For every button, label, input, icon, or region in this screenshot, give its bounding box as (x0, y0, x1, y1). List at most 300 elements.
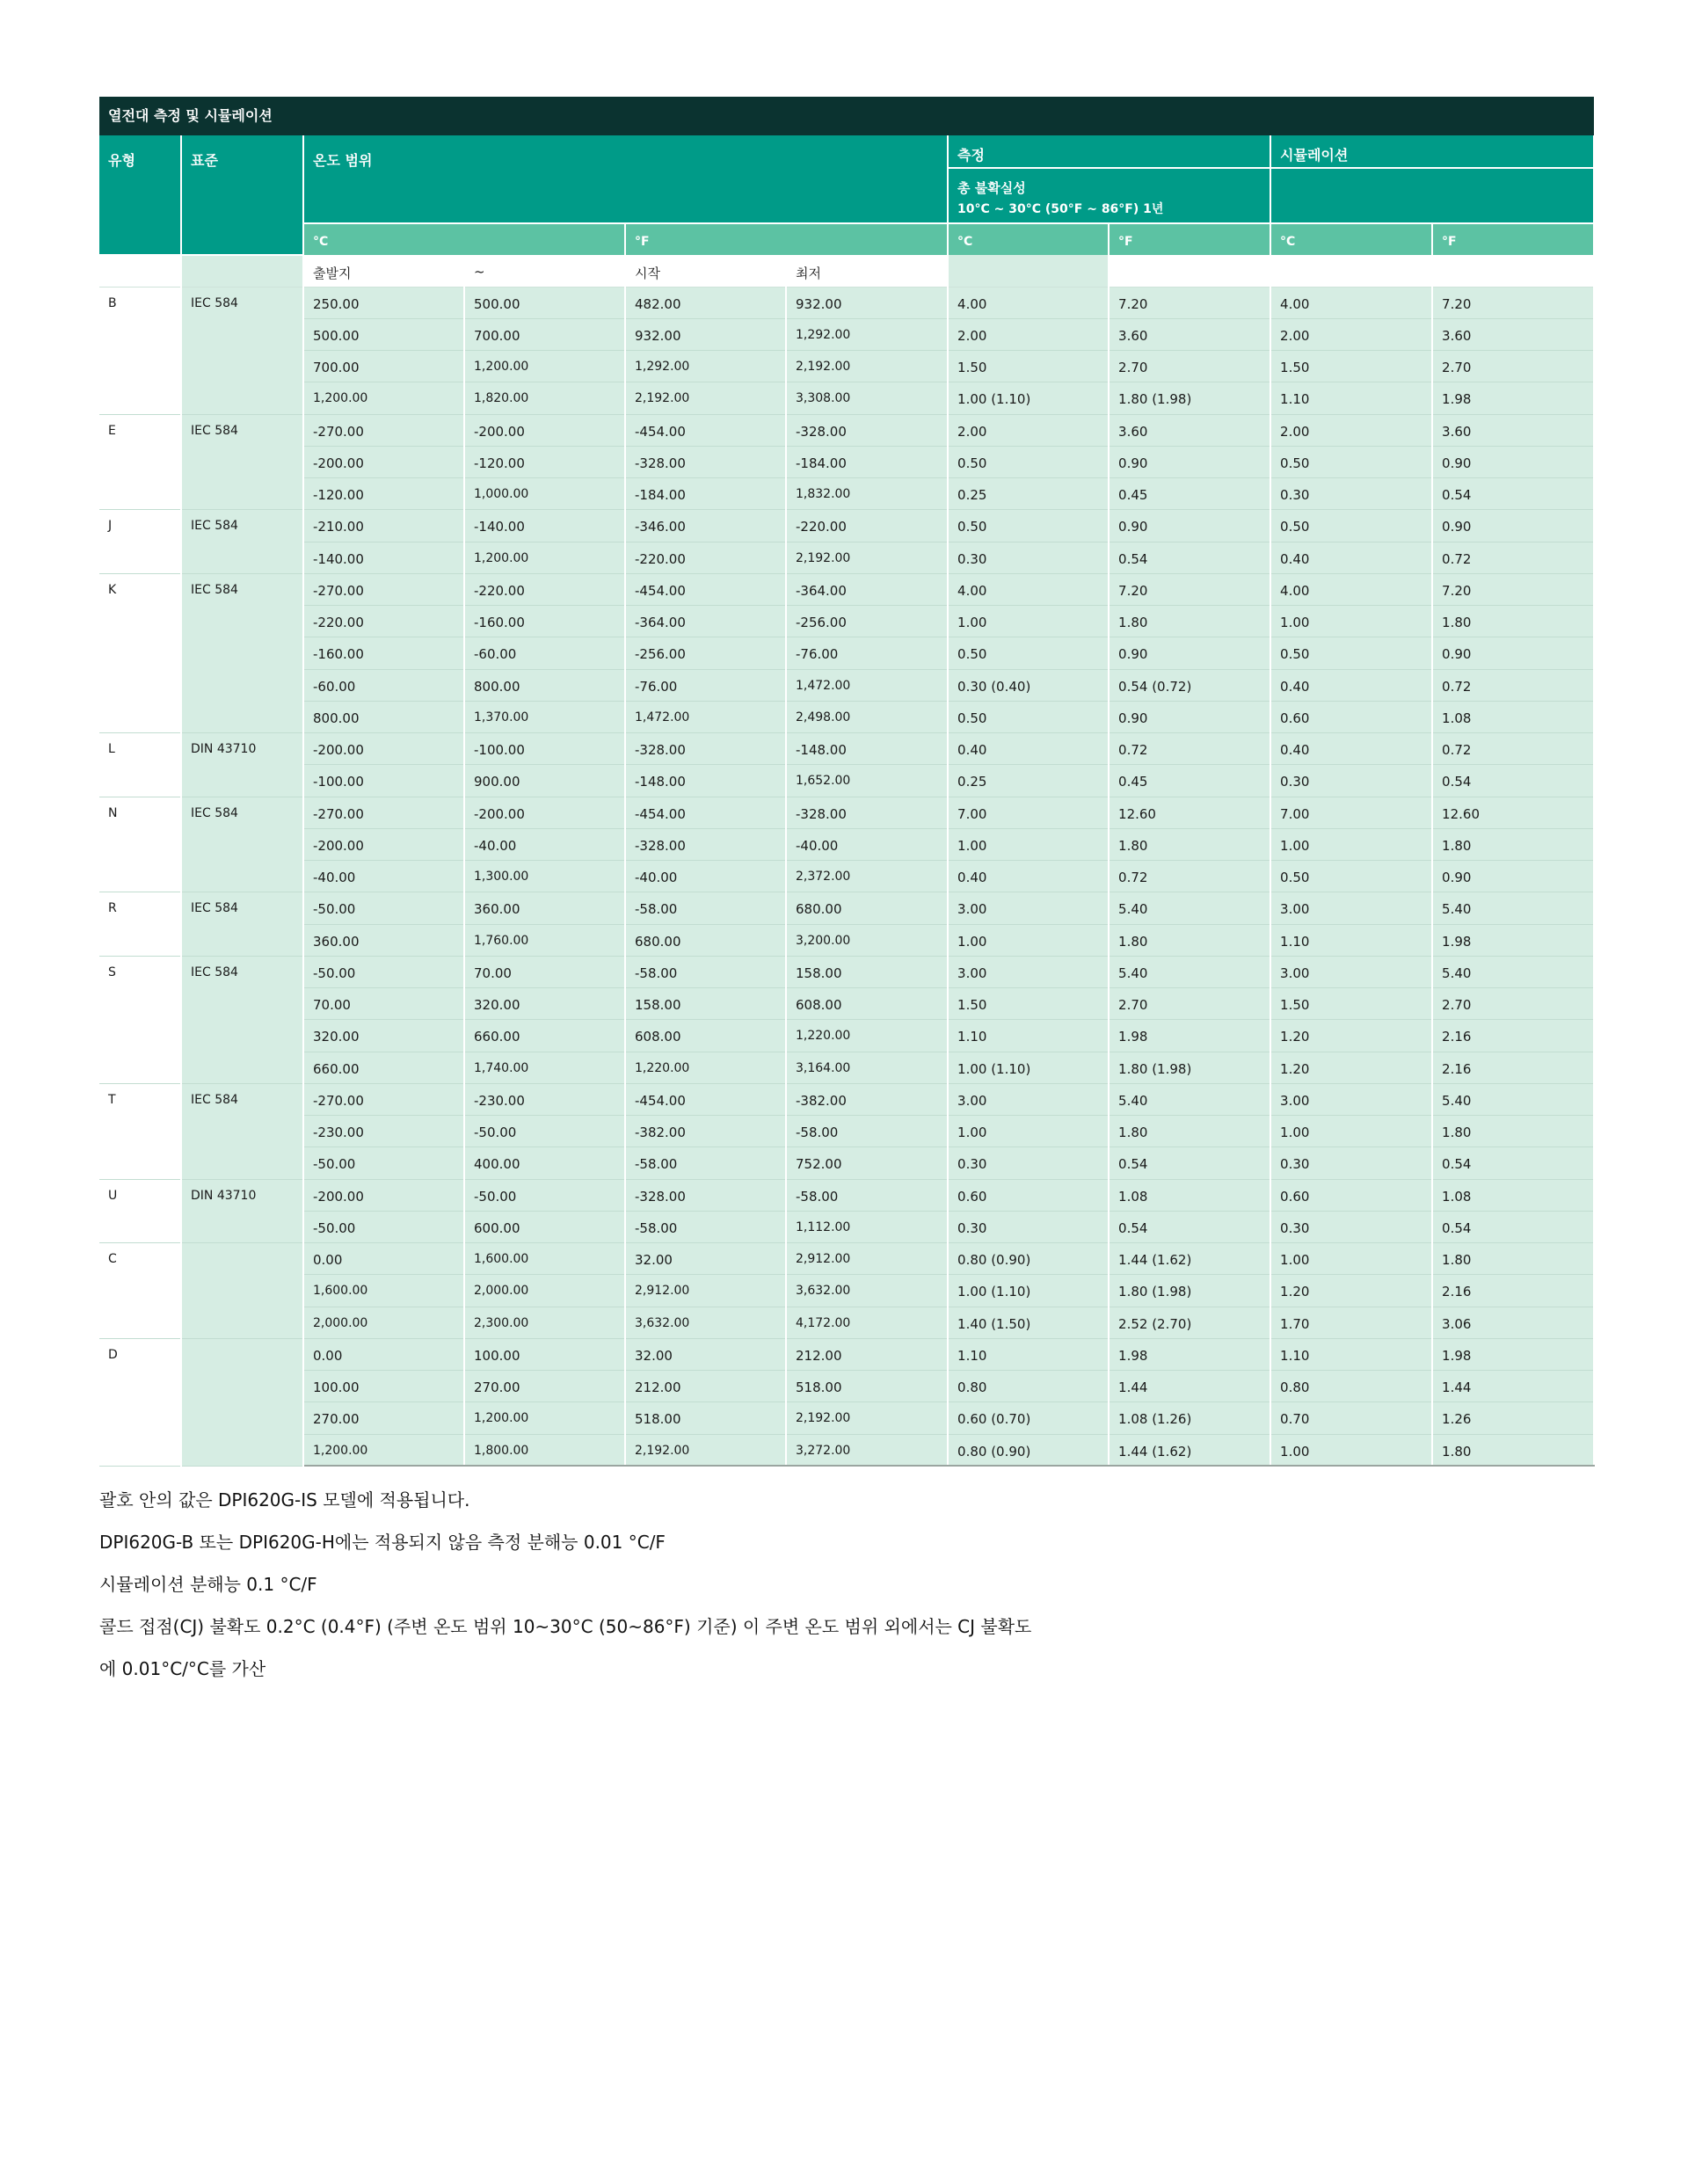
table-cell: 1.50 (1270, 988, 1432, 1020)
table-cell: 608.00 (625, 1020, 786, 1052)
table-cell: 0.30 (948, 1147, 1109, 1179)
subheader-type-blank (99, 255, 181, 287)
header-simulation: 시뮬레이션 (1270, 135, 1594, 168)
header-range-unit-f: °F (625, 223, 948, 255)
table-cell: -220.00 (625, 542, 786, 573)
table-cell: 1.98 (1109, 1020, 1270, 1052)
table-cell: 5.40 (1109, 1083, 1270, 1115)
table-cell: 1.00 (948, 924, 1109, 956)
table-cell: 1.00 (1270, 606, 1432, 637)
table-cell: 0.90 (1109, 446, 1270, 477)
cell-type: D (99, 1338, 181, 1466)
table-row (99, 828, 1594, 860)
table-cell: 1.00 (1270, 1116, 1432, 1147)
table-cell: 3.60 (1109, 318, 1270, 350)
table-cell: 0.60 (1270, 701, 1432, 732)
table-cell: 1.10 (948, 1020, 1109, 1052)
table-cell: 700.00 (303, 351, 464, 382)
table-cell: 0.60 (0.70) (948, 1402, 1109, 1434)
table-cell: 5.40 (1432, 956, 1594, 987)
table-cell: 1.00 (1270, 828, 1432, 860)
table-cell: -120.00 (464, 446, 625, 477)
cell-standard: IEC 584 (181, 1083, 303, 1179)
table-cell: 100.00 (464, 1338, 625, 1370)
cell-type: B (99, 287, 181, 414)
uncertainty-condition: 10°C ~ 30°C (50°F ~ 86°F) 1년 (957, 202, 1164, 216)
cell-type: C (99, 1243, 181, 1339)
table-cell: 1.98 (1432, 382, 1594, 414)
header-range-unit-c: °C (303, 223, 625, 255)
table-cell: 12.60 (1109, 797, 1270, 828)
table-cell: -328.00 (625, 1179, 786, 1211)
header-meas-unit-c: °C (948, 223, 1109, 255)
table-cell: -364.00 (786, 573, 948, 605)
header-simulation-blank (1270, 168, 1594, 223)
table-cell: -40.00 (786, 828, 948, 860)
cell-standard: IEC 584 (181, 287, 303, 414)
table-row (99, 446, 1594, 477)
table-cell: 900.00 (464, 765, 625, 797)
table-cell: -256.00 (786, 606, 948, 637)
table-cell: -58.00 (625, 956, 786, 987)
table-cell: 1.44 (1109, 1371, 1270, 1402)
table-cell: 1.70 (1270, 1307, 1432, 1338)
table-cell: 2,912.00 (786, 1243, 948, 1275)
table-row (99, 510, 1594, 542)
table-cell: -50.00 (303, 1147, 464, 1179)
table-cell: 2.16 (1432, 1020, 1594, 1052)
table-cell: 1.26 (1432, 1402, 1594, 1434)
table-cell: 2.70 (1432, 351, 1594, 382)
table-cell: 482.00 (625, 287, 786, 318)
table-cell: 5.40 (1109, 892, 1270, 924)
table-row (99, 669, 1594, 701)
table-cell: 0.40 (948, 861, 1109, 892)
table-cell: -256.00 (625, 637, 786, 669)
table-cell: -40.00 (464, 828, 625, 860)
table-cell: -328.00 (786, 414, 948, 446)
table-cell: 2,000.00 (303, 1307, 464, 1338)
table-cell: -58.00 (786, 1179, 948, 1211)
table-cell: 1.00 (1270, 1434, 1432, 1466)
table-cell: -200.00 (303, 1179, 464, 1211)
table-cell: 1,370.00 (464, 701, 625, 732)
cell-type: J (99, 510, 181, 574)
table-cell: 1.50 (948, 351, 1109, 382)
cell-standard: DIN 43710 (181, 733, 303, 797)
table-cell: 4.00 (1270, 287, 1432, 318)
table-cell: 1,472.00 (625, 701, 786, 732)
table-cell: 660.00 (303, 1052, 464, 1083)
table-cell: 7.00 (948, 797, 1109, 828)
total-uncertainty-label: 총 불확실성 (957, 180, 1026, 196)
table-cell: -230.00 (303, 1116, 464, 1147)
table-cell: 3,632.00 (625, 1307, 786, 1338)
table-cell: -454.00 (625, 1083, 786, 1115)
table-cell: 2.00 (1270, 414, 1432, 446)
table-body (99, 287, 1594, 1466)
table-cell: 1,000.00 (464, 478, 625, 510)
table-cell: 320.00 (464, 988, 625, 1020)
table-cell: 0.50 (948, 637, 1109, 669)
table-cell: 1,740.00 (464, 1052, 625, 1083)
table-cell: -454.00 (625, 414, 786, 446)
subheader-blank (1432, 255, 1594, 287)
table-cell: 2,192.00 (625, 1434, 786, 1466)
table-cell: 0.80 (0.90) (948, 1434, 1109, 1466)
table-cell: 518.00 (786, 1371, 948, 1402)
table-cell: 0.45 (1109, 478, 1270, 510)
table-cell: 1,200.00 (464, 351, 625, 382)
table-cell: -200.00 (464, 797, 625, 828)
table-cell: 1.80 (1.98) (1109, 1275, 1270, 1307)
table-row (99, 1371, 1594, 1402)
table-cell: 800.00 (464, 669, 625, 701)
table-cell: 0.54 (1432, 478, 1594, 510)
table-cell: -210.00 (303, 510, 464, 542)
table-cell: 4,172.00 (786, 1307, 948, 1338)
table-cell: 1,600.00 (303, 1275, 464, 1307)
table-cell: 2,192.00 (786, 351, 948, 382)
table-row (99, 956, 1594, 987)
table-cell: 0.50 (1270, 510, 1432, 542)
table-cell: 0.40 (1270, 542, 1432, 573)
table-cell: 1.50 (1270, 351, 1432, 382)
table-cell: 0.00 (303, 1243, 464, 1275)
header-meas-unit-f: °F (1109, 223, 1270, 255)
table-cell: 680.00 (625, 924, 786, 956)
table-cell: 360.00 (303, 924, 464, 956)
table-cell: 3,200.00 (786, 924, 948, 956)
header-sim-unit-f: °F (1432, 223, 1594, 255)
table-cell: -40.00 (625, 861, 786, 892)
table-cell: 0.30 (948, 1211, 1109, 1242)
table-cell: 0.90 (1109, 701, 1270, 732)
table-row (99, 573, 1594, 605)
cell-type: L (99, 733, 181, 797)
table-cell: 1,292.00 (786, 318, 948, 350)
table-cell: 1.80 (1109, 828, 1270, 860)
table-cell: -58.00 (786, 1116, 948, 1147)
table-cell: 2,192.00 (625, 382, 786, 414)
table-cell: 1.98 (1432, 924, 1594, 956)
table-cell: 1,832.00 (786, 478, 948, 510)
table-cell: 1,800.00 (464, 1434, 625, 1466)
footnote: 에 0.01°C/°C를 가산 (99, 1658, 266, 1679)
table-row (99, 861, 1594, 892)
table-cell: 0.90 (1432, 510, 1594, 542)
table-cell: 0.80 (0.90) (948, 1243, 1109, 1275)
table-cell: -50.00 (464, 1179, 625, 1211)
cell-type: S (99, 956, 181, 1083)
table-cell: -270.00 (303, 1083, 464, 1115)
table-cell: 0.90 (1109, 510, 1270, 542)
table-cell: 3.06 (1432, 1307, 1594, 1338)
table-cell: 1.10 (1270, 1338, 1432, 1370)
table-cell: 500.00 (303, 318, 464, 350)
table-cell: 1.20 (1270, 1275, 1432, 1307)
table-cell: 2,192.00 (786, 542, 948, 573)
subheader-standard-blank (181, 255, 303, 287)
table-cell: 1.10 (1270, 382, 1432, 414)
table-cell: 1.08 (1109, 1179, 1270, 1211)
table-cell: 0.54 (0.72) (1109, 669, 1270, 701)
table-cell: 1,112.00 (786, 1211, 948, 1242)
table-cell: 158.00 (625, 988, 786, 1020)
table-cell: 752.00 (786, 1147, 948, 1179)
table-cell: 1,472.00 (786, 669, 948, 701)
table-cell: -40.00 (303, 861, 464, 892)
table-cell: 1,600.00 (464, 1243, 625, 1275)
table-cell: -270.00 (303, 573, 464, 605)
subheader-to-c: ~ (464, 255, 625, 287)
subheader-to-f: 최저 (786, 255, 948, 287)
table-cell: 2.52 (2.70) (1109, 1307, 1270, 1338)
cell-type: E (99, 414, 181, 510)
table-row (99, 701, 1594, 732)
footnote: DPI620G-B 또는 DPI620G-H에는 적용되지 않음 측정 분해능 0.01 °C/F (99, 1532, 666, 1553)
cell-type: R (99, 892, 181, 957)
table-cell: 518.00 (625, 1402, 786, 1434)
table-cell: 0.80 (948, 1371, 1109, 1402)
table-cell: 1.00 (1.10) (948, 1052, 1109, 1083)
table-cell: 70.00 (464, 956, 625, 987)
table-row (99, 1434, 1594, 1466)
header-temp-range: 온도 범위 (303, 135, 948, 223)
table-cell: 2,372.00 (786, 861, 948, 892)
table-cell: 0.60 (948, 1179, 1109, 1211)
table-cell: 0.54 (1432, 1147, 1594, 1179)
table-cell: 0.54 (1109, 1211, 1270, 1242)
table-cell: 1,200.00 (303, 1434, 464, 1466)
table-cell: 3.00 (948, 956, 1109, 987)
table-cell: 1.80 (1109, 1116, 1270, 1147)
header-sim-unit-c: °C (1270, 223, 1432, 255)
table-cell: 1.10 (1270, 924, 1432, 956)
table-row (99, 765, 1594, 797)
footnote: 시뮬레이션 분해능 0.1 °C/F (99, 1574, 317, 1595)
table-cell: 270.00 (303, 1402, 464, 1434)
table-cell: 800.00 (303, 701, 464, 732)
table-cell: 0.72 (1109, 733, 1270, 765)
cell-standard: IEC 584 (181, 414, 303, 510)
table-cell: 400.00 (464, 1147, 625, 1179)
table-cell: 0.90 (1432, 446, 1594, 477)
table-cell: 1,760.00 (464, 924, 625, 956)
table-cell: 0.54 (1432, 1211, 1594, 1242)
table-cell: 0.60 (1270, 1179, 1432, 1211)
header-type: 유형 (99, 135, 181, 255)
table-cell: 1,220.00 (625, 1052, 786, 1083)
table-cell: -50.00 (303, 1211, 464, 1242)
table-cell: -220.00 (464, 573, 625, 605)
table-row (99, 1402, 1594, 1434)
table-cell: -220.00 (786, 510, 948, 542)
table-cell: -200.00 (464, 414, 625, 446)
table-cell: 0.72 (1432, 733, 1594, 765)
table-cell: -364.00 (625, 606, 786, 637)
table-row (99, 1083, 1594, 1115)
thermocouple-table (99, 135, 1595, 1467)
table-cell: 0.54 (1109, 1147, 1270, 1179)
table-cell: 1.80 (1432, 1434, 1594, 1466)
table-cell: 0.80 (1270, 1371, 1432, 1402)
table-cell: -50.00 (303, 892, 464, 924)
table-cell: -328.00 (625, 446, 786, 477)
table-cell: 0.70 (1270, 1402, 1432, 1434)
table-cell: 2.00 (948, 318, 1109, 350)
table-row (99, 478, 1594, 510)
table-cell: 1.40 (1.50) (948, 1307, 1109, 1338)
table-cell: 0.30 (1270, 1211, 1432, 1242)
header-measurement: 측정 (948, 135, 1270, 168)
footnote: 콜드 접점(CJ) 불확도 0.2°C (0.4°F) (주변 온도 범위 10~30°C (50~86°F) 기준) 이 주변 온도 범위 외에서는 CJ 불확도 (99, 1616, 1032, 1637)
table-cell: 0.72 (1432, 669, 1594, 701)
table-cell: -58.00 (625, 892, 786, 924)
table-row (99, 1147, 1594, 1179)
table-row (99, 1116, 1594, 1147)
table-cell: 32.00 (625, 1243, 786, 1275)
table-cell: 680.00 (786, 892, 948, 924)
table-cell: 5.40 (1109, 956, 1270, 987)
table-cell: 270.00 (464, 1371, 625, 1402)
header-standard: 표준 (181, 135, 303, 255)
cell-type: N (99, 797, 181, 892)
table-cell: 250.00 (303, 287, 464, 318)
table-cell: -140.00 (464, 510, 625, 542)
table-cell: -346.00 (625, 510, 786, 542)
table-cell: 4.00 (948, 573, 1109, 605)
table-cell: 70.00 (303, 988, 464, 1020)
table-cell: 1.80 (1432, 1243, 1594, 1275)
table-row (99, 988, 1594, 1020)
table-cell: 0.25 (948, 478, 1109, 510)
table-cell: -140.00 (303, 542, 464, 573)
table-cell: -328.00 (625, 828, 786, 860)
table-cell: 0.40 (948, 733, 1109, 765)
table-cell: 7.20 (1432, 573, 1594, 605)
table-cell: 1.98 (1109, 1338, 1270, 1370)
table-cell: 1.80 (1.98) (1109, 1052, 1270, 1083)
table-cell: 1.80 (1432, 828, 1594, 860)
table-cell: 7.20 (1109, 287, 1270, 318)
table-cell: 2.70 (1432, 988, 1594, 1020)
table-cell: 0.90 (1109, 637, 1270, 669)
table-cell: 2,498.00 (786, 701, 948, 732)
table-cell: 1,200.00 (303, 382, 464, 414)
table-cell: 2.00 (1270, 318, 1432, 350)
subheader-blank (1109, 255, 1270, 287)
table-row (99, 287, 1594, 318)
table-cell: -148.00 (786, 733, 948, 765)
cell-standard: IEC 584 (181, 573, 303, 732)
table-cell: -100.00 (464, 733, 625, 765)
table-cell: 1.80 (1.98) (1109, 382, 1270, 414)
table-cell: 320.00 (303, 1020, 464, 1052)
table-cell: 0.72 (1109, 861, 1270, 892)
table-cell: 3.00 (1270, 1083, 1432, 1115)
table-cell: 4.00 (948, 287, 1109, 318)
table-cell: -76.00 (786, 637, 948, 669)
table-cell: 2,300.00 (464, 1307, 625, 1338)
footnotes (99, 1489, 1594, 1700)
table-row (99, 733, 1594, 765)
cell-standard (181, 1243, 303, 1339)
table-cell: 1.00 (1270, 1243, 1432, 1275)
table-cell: 0.45 (1109, 765, 1270, 797)
table-cell: 32.00 (625, 1338, 786, 1370)
table-cell: 2.70 (1109, 351, 1270, 382)
table-cell: 7.20 (1432, 287, 1594, 318)
table-cell: 3.00 (948, 1083, 1109, 1115)
table-cell: 1,820.00 (464, 382, 625, 414)
table-cell: 212.00 (786, 1338, 948, 1370)
table-cell: 0.00 (303, 1338, 464, 1370)
table-cell: 1.44 (1.62) (1109, 1434, 1270, 1466)
table-cell: 3.60 (1109, 414, 1270, 446)
subheader-from-c: 출발지 (303, 255, 464, 287)
cell-standard: IEC 584 (181, 797, 303, 892)
table-cell: -200.00 (303, 733, 464, 765)
table-cell: 0.50 (1270, 861, 1432, 892)
table-cell: 0.25 (948, 765, 1109, 797)
table-cell: 0.30 (948, 542, 1109, 573)
table-cell: 600.00 (464, 1211, 625, 1242)
table-cell: 158.00 (786, 956, 948, 987)
subheader-from-f: 시작 (625, 255, 786, 287)
table-cell: 1.44 (1432, 1371, 1594, 1402)
table-cell: 360.00 (464, 892, 625, 924)
table-cell: -120.00 (303, 478, 464, 510)
table-cell: 3.60 (1432, 414, 1594, 446)
table-cell: -382.00 (625, 1116, 786, 1147)
table-cell: 12.60 (1432, 797, 1594, 828)
table-row (99, 1052, 1594, 1083)
table-cell: 2.16 (1432, 1275, 1594, 1307)
table-cell: -100.00 (303, 765, 464, 797)
table-cell: -454.00 (625, 573, 786, 605)
table-row (99, 924, 1594, 956)
table-cell: 0.50 (1270, 446, 1432, 477)
table-cell: 932.00 (625, 318, 786, 350)
table-cell: 700.00 (464, 318, 625, 350)
table-cell: 1.80 (1109, 924, 1270, 956)
cell-standard: IEC 584 (181, 892, 303, 957)
table-cell: -58.00 (625, 1147, 786, 1179)
table-cell: 5.40 (1432, 1083, 1594, 1115)
table-cell: 1,300.00 (464, 861, 625, 892)
table-cell: 1.00 (948, 1116, 1109, 1147)
table-row (99, 351, 1594, 382)
table-cell: 1.20 (1270, 1020, 1432, 1052)
table-cell: -184.00 (786, 446, 948, 477)
table-cell: 1.80 (1432, 606, 1594, 637)
table-row (99, 1020, 1594, 1052)
table-cell: 0.30 (1270, 478, 1432, 510)
table-cell: 1.08 (1432, 701, 1594, 732)
table-cell: 3,308.00 (786, 382, 948, 414)
table-cell: 3,632.00 (786, 1275, 948, 1307)
table-cell: 0.50 (1270, 637, 1432, 669)
table-cell: -328.00 (786, 797, 948, 828)
table-cell: 0.72 (1432, 542, 1594, 573)
table-row (99, 1275, 1594, 1307)
subheader-blank (1270, 255, 1432, 287)
table-cell: -454.00 (625, 797, 786, 828)
table-cell: 500.00 (464, 287, 625, 318)
table-cell: -160.00 (303, 637, 464, 669)
table-cell: -270.00 (303, 797, 464, 828)
